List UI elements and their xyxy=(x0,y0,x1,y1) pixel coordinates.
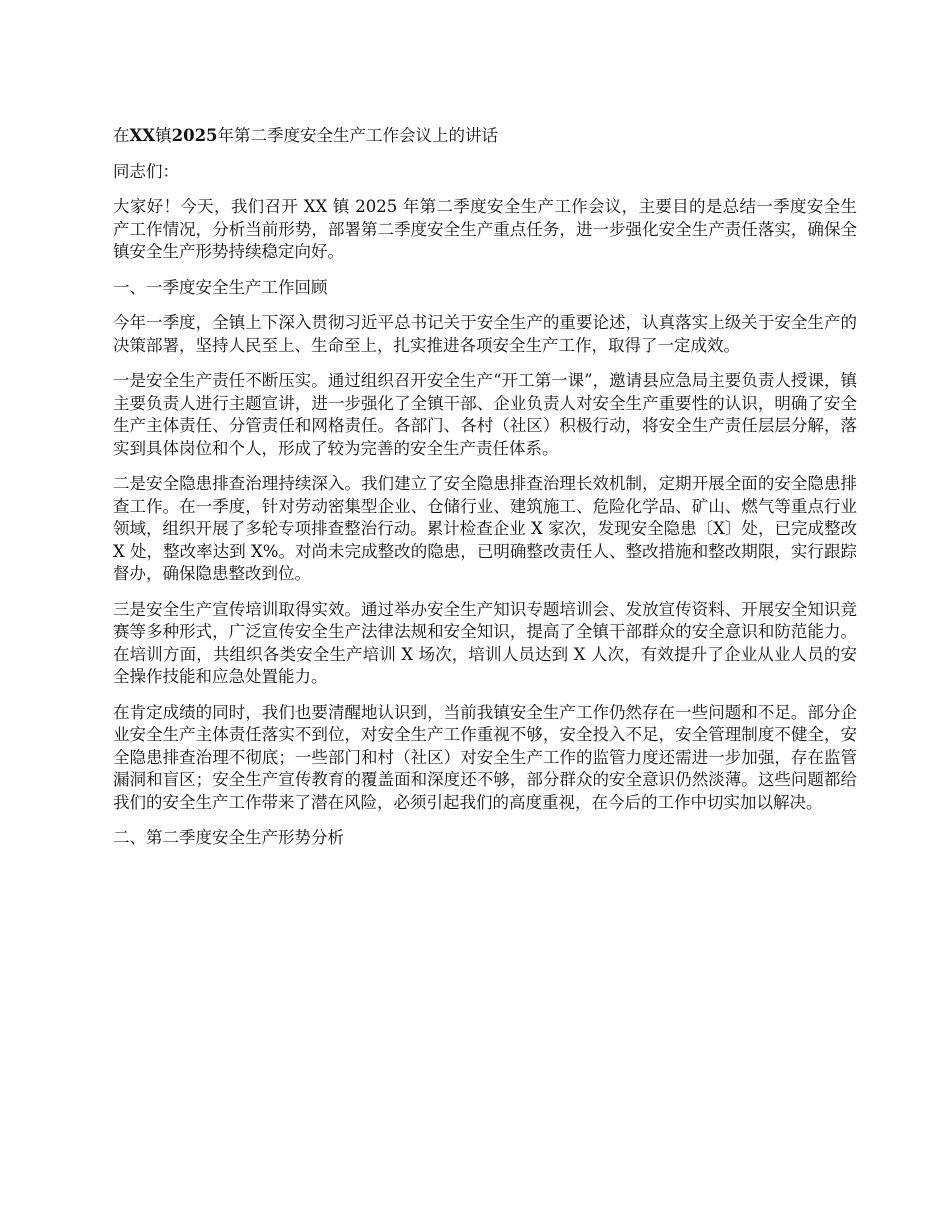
point-1-paragraph: 一是安全生产责任不断压实。通过组织召开安全生产“开工第一课”，邀请县应急局主要负责人授课，镇主要负责人进行主题宣讲，进一步强化了全镇干部、企业负责人对安全生产重要性的认识，明确了安全生产主体责任、分管责任和网格责任。各部门、各村（社区）积极行动，将安全生产责任层层分解，落实到具体岗位和个人，形成了较为完善的安全生产责任体系。 xyxy=(113,371,857,458)
title-town-code: XX xyxy=(129,126,156,145)
intro-paragraph: 大家好！今天，我们召开 XX 镇 2025 年第二季度安全生产工作会议，主要目的是总结一季度安全生产工作情况，分析当前形势，部署第二季度安全生产重点任务，进一步强化安全生产责任落实，确保全镇安全生产形势持续稳定向好。 xyxy=(113,197,857,261)
point-3-paragraph: 三是安全生产宣传培训取得实效。通过举办安全生产知识专题培训会、发放宣传资料、开展安全知识竞赛等多种形式，广泛宣传安全生产法律法规和安全知识，提高了全镇干部群众的安全意识和防范能力。在培训方面，共组织各类安全生产培训 X 场次，培训人员达到 X 人次，有效提升了企业从业人员的安全操作技能和应急处置能力。 xyxy=(113,599,857,686)
section-2-heading: 二、第二季度安全生产形势分析 xyxy=(113,828,344,847)
section-1-heading: 一、一季度安全生产工作回顾 xyxy=(113,277,328,297)
section-1-intro-paragraph: 今年一季度，全镇上下深入贯彻习近平总书记关于安全生产的重要论述，认真落实上级关于安全生产的决策部署，坚持人民至上、生命至上，扎实推进各项安全生产工作，取得了一定成效。 xyxy=(113,313,857,355)
document-title xyxy=(113,125,857,148)
salutation: 同志们： xyxy=(113,161,179,181)
title-town: 镇 xyxy=(155,126,172,145)
point-2-paragraph: 二是安全隐患排查治理持续深入。我们建立了安全隐患排查治理长效机制，定期开展全面的安全隐患排查工作。在一季度，针对劳动密集型企业、仓储行业、建筑施工、危险化学品、矿山、燃气等重点行业领域，组织开展了多轮专项排查整治行动。累计检查企业 X 家次，发现安全隐患〔X〕处，已完成整改 X 处，整改率达到 X%。对尚未完成整改的隐患，已明确整改责任人、整改措施和整改期限，实行跟踪督办，确保隐患整改到位。 xyxy=(113,474,857,583)
document-page xyxy=(113,125,857,863)
title-suffix: 年第二季度安全生产工作会议上的讲话 xyxy=(217,126,499,145)
title-prefix: 在 xyxy=(113,126,130,145)
title-year: 2025 xyxy=(171,126,218,145)
problems-paragraph: 在肯定成绩的同时，我们也要清醒地认识到，当前我镇安全生产工作仍然存在一些问题和不足。部分企业安全生产主体责任落实不到位，对安全生产工作重视不够，安全投入不足，安全管理制度不健全，安全隐患排查治理不彻底；一些部门和村（社区）对安全生产工作的监管力度还需进一步加强，存在监管漏洞和盲区；安全生产宣传教育的覆盖面和深度还不够，部分群众的安全意识仍然淡薄。这些问题都给我们的安全生产工作带来了潜在风险，必须引起我们的高度重视，在今后的工作中切实加以解决。 xyxy=(113,702,857,812)
